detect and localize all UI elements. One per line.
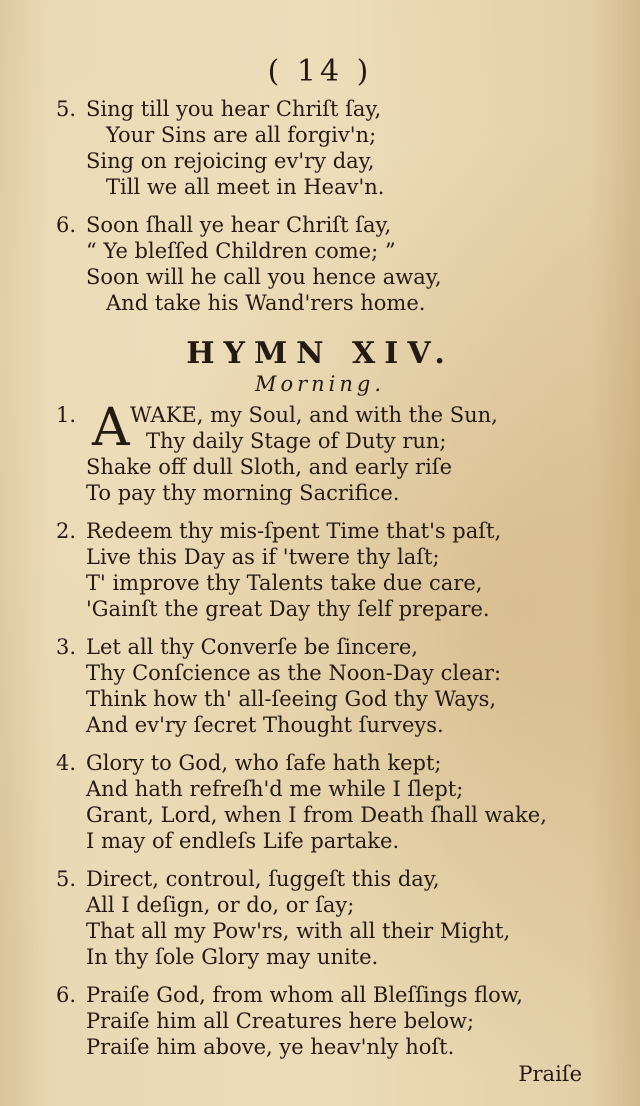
verse-line: 6. Praiſe God, from whom all Bleſſings flow, xyxy=(56,983,523,1007)
stanza-4 xyxy=(56,750,626,854)
stanza-6 xyxy=(56,212,616,316)
stanza-5 xyxy=(56,96,616,200)
verse-line: 4. Glory to God, who ſafe hath kept; xyxy=(56,751,442,775)
stanza-1 xyxy=(56,398,626,506)
stanza-number: 5. xyxy=(56,867,77,891)
stanza-number: 4. xyxy=(56,751,77,775)
stanza-number: 2. xyxy=(56,519,77,543)
verse-line: All I deſign, or do, or ſay; xyxy=(86,893,355,917)
catchword: Praiſe xyxy=(518,1062,582,1086)
verse-line: “ Ye bleſſed Children come; ” xyxy=(86,239,396,263)
verse-line: 3. Let all thy Converſe be ſincere, xyxy=(56,635,418,659)
verse-line: Think how th' all-ſeeing God thy Ways, xyxy=(86,687,497,711)
verse-line: 6. Soon ſhall ye hear Chriſt ſay, xyxy=(56,213,392,237)
verse-line: And ev'ry ſecret Thought ſurveys. xyxy=(86,713,444,737)
verse-line: 5. Direct, controul, ſuggeſt this day, xyxy=(56,867,440,891)
stanza-2 xyxy=(56,518,626,622)
hymn-xiv-body xyxy=(56,398,626,1072)
verse-line: Praiſe him all Creatures here below; xyxy=(86,1009,475,1033)
verse-line: 5. Sing till you hear Chriſt ſay, xyxy=(56,97,382,121)
stanza-3 xyxy=(56,634,626,738)
verse-line: 1. A WAKE, my Soul, and with the Sun, xyxy=(56,398,498,458)
verse-line: 'Gainſt the great Day thy ſelf prepare. xyxy=(86,597,490,621)
stanza-number: 6. xyxy=(56,983,77,1007)
stanza-number: 1. xyxy=(56,403,77,427)
verse-line: And take his Wand'rers home. xyxy=(106,291,426,315)
verse-line: That all my Pow'rs, with all their Might, xyxy=(86,919,511,943)
verse-line: I may of endleſs Life partake. xyxy=(86,829,400,853)
drop-cap: A xyxy=(92,398,130,458)
verse-line: To pay thy morning Sacrifice. xyxy=(86,481,400,505)
verse-line: Shake off dull Sloth, and early riſe xyxy=(86,455,452,479)
verse-line: Soon will he call you hence away, xyxy=(86,265,442,289)
verse-line: Live this Day as if 'twere thy laſt; xyxy=(86,545,440,569)
hymn-title: HYMN XIV. xyxy=(186,336,454,371)
verse-line: Praiſe him above, ye heav'nly hoſt. xyxy=(86,1035,455,1059)
stanza-6 xyxy=(56,982,626,1060)
verse-line: Thy Conſcience as the Noon-Day clear: xyxy=(86,661,502,685)
page-number: ( 14 ) xyxy=(267,54,373,89)
previous-hymn-stanzas xyxy=(56,96,616,328)
verse-line: In thy ſole Glory may unite. xyxy=(86,945,379,969)
verse-line: And hath refreſh'd me while I ſlept; xyxy=(86,777,464,801)
hymn-subtitle: Morning. xyxy=(254,372,386,396)
verse-line: T' improve thy Talents take due care, xyxy=(86,571,483,595)
stanza-number: 3. xyxy=(56,635,77,659)
verse-line: Grant, Lord, when I from Death ſhall wake, xyxy=(86,803,547,827)
verse-line: Till we all meet in Heav'n. xyxy=(106,175,385,199)
verse-line: Thy daily Stage of Duty run; xyxy=(146,429,447,453)
verse-line: Your Sins are all forgiv'n; xyxy=(106,123,377,147)
stanza-5 xyxy=(56,866,626,970)
stanza-number: 5. xyxy=(56,97,77,121)
verse-line: 2. Redeem thy mis-ſpent Time that's paſt, xyxy=(56,519,502,543)
stanza-number: 6. xyxy=(56,213,77,237)
verse-line: Sing on rejoicing ev'ry day, xyxy=(86,149,375,173)
